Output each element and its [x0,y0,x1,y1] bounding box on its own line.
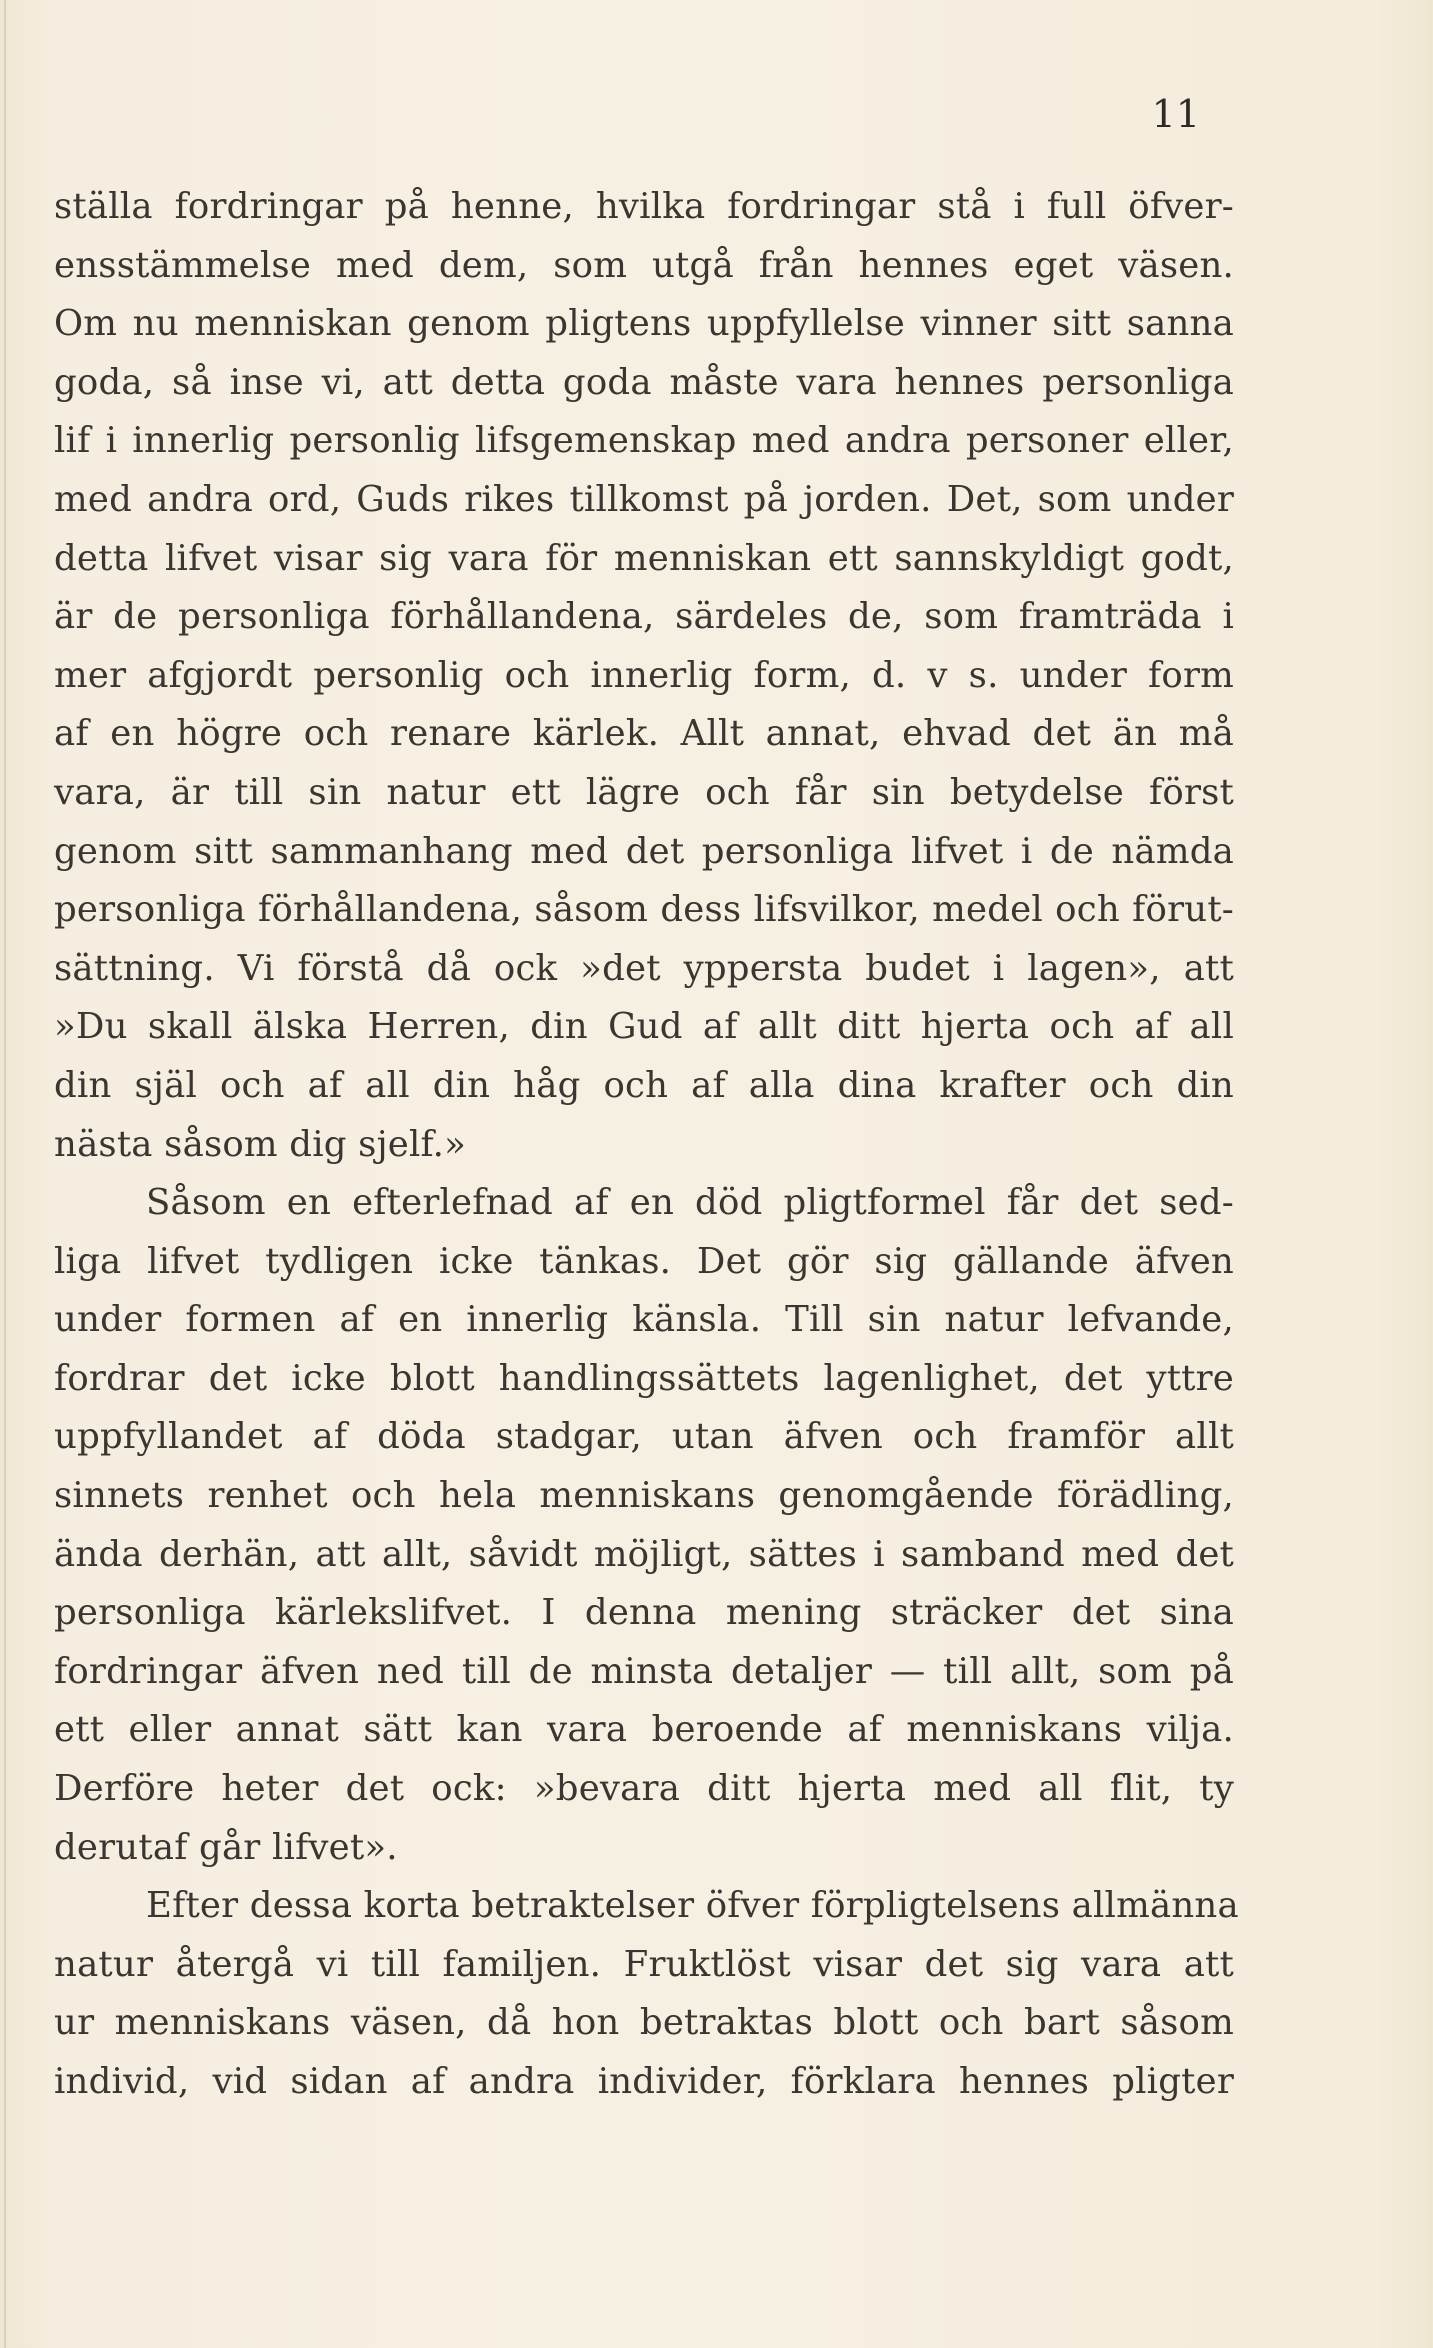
text-line: liga lifvet tydligen icke tänkas. Det gör sig gällande äfven [54,1240,1234,1282]
text-line: individ, vid sidan af andra individer, förklara hennes pligter [54,2061,1234,2102]
text-line: natur återgå vi till familjen. Fruktlöst visar det sig vara att [54,1943,1234,1985]
text-line: goda, så inse vi, att detta goda måste vara hennes personliga [54,361,1234,403]
text-line: detta lifvet visar sig vara för menniskan ett sannskyldigt godt, [54,537,1234,579]
text-line: Såsom en efterlefnad af en död pligtformel får det sed- [146,1182,1234,1224]
page-edge [4,0,6,2348]
text-line: ställa fordringar på henne, hvilka fordringar stå i full öfver- [54,186,1234,227]
text-line: fordringar äfven ned till de minsta detaljer — till allt, som på [54,1650,1234,1692]
text-line: Efter dessa korta betraktelser öfver förpligtelsens allmänna [146,1885,1239,1927]
text-line: lif i innerlig personlig lifsgemenskap med andra personer eller, [54,420,1234,462]
text-line: är de personliga förhållandena, särdeles de, som framträda i [54,596,1234,638]
page-number: 11 [1151,92,1200,136]
text-line: under formen af en innerlig känsla. Till sin natur lefvande, [54,1299,1234,1341]
text-line: vara, är till sin natur ett lägre och får sin betydelse först [54,771,1234,813]
text-line: personliga förhållandena, såsom dess lifsvilkor, medel och förut- [54,889,1234,931]
text-line: ända derhän, att allt, såvidt möjligt, sättes i samband med det [54,1533,1234,1575]
text-line: ett eller annat sätt kan vara beroende af menniskans vilja. [54,1709,1234,1751]
text-line: sättning. Vi förstå då ock »det yppersta budet i lagen», att [54,947,1234,989]
text-line: med andra ord, Guds rikes tillkomst på jorden. Det, som under [54,478,1234,520]
text-line: ur menniskans väsen, då hon betraktas blott och bart såsom [54,2002,1234,2044]
text-line: nästa såsom dig sjelf.» [54,1123,467,1165]
text-line: Om nu menniskan genom pligtens uppfyllelse vinner sitt sanna [54,303,1234,345]
text-line: genom sitt sammanhang med det personliga lifvet i de nämda [54,830,1234,872]
text-line: mer afgjordt personlig och innerlig form, d. v s. under form [54,654,1234,696]
text-line: Derföre heter det ock: »bevara ditt hjerta med all flit, ty [54,1768,1234,1810]
text-line: fordrar det icke blott handlingssättets lagenlighet, det yttre [54,1357,1234,1399]
text-line: »Du skall älska Herren, din Gud af allt ditt hjerta och af all [54,1006,1234,1048]
text-line: sinnets renhet och hela menniskans genomgående förädling, [54,1475,1234,1517]
text-line: uppfyllandet af döda stadgar, utan äfven och framför allt [54,1416,1234,1458]
text-line: din själ och af all din håg och af alla dina krafter och din [54,1064,1234,1106]
text-line: derutaf går lifvet». [54,1826,398,1868]
text-line: personliga kärlekslifvet. I denna mening sträcker det sina [54,1592,1234,1634]
text-line: af en högre och renare kärlek. Allt annat, ehvad det än må [54,713,1234,755]
body-text [54,178,1239,2112]
text-line: ensstämmelse med dem, som utgå från hennes eget väsen. [54,244,1234,286]
